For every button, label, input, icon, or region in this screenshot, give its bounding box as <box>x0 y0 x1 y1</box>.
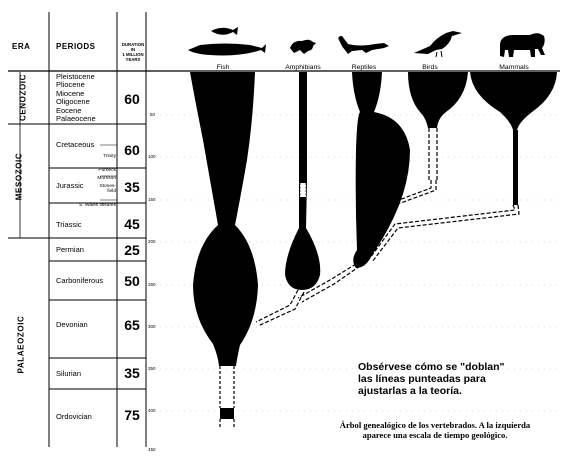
note-line: las líneas punteadas para <box>358 373 486 385</box>
fish-origin-block <box>220 408 234 419</box>
scale-tick: 200 <box>148 239 156 244</box>
scale-tick: 150 <box>148 197 156 202</box>
periods-header: PERIODS <box>56 42 96 51</box>
stage-s-wales: S. Wales fissures <box>79 203 116 208</box>
duration-permian: 25 <box>124 242 140 258</box>
stage-purbeck: Purbeck <box>98 168 116 173</box>
label-birds: Birds <box>422 64 438 71</box>
scale-tick: 100 <box>148 154 156 159</box>
duration-header-line: IN <box>130 47 136 52</box>
note-line: ajustarlas a la teoría. <box>358 385 462 397</box>
duration-header-line: 1 MILLION <box>122 52 144 57</box>
bird-lineage-shape <box>408 72 468 128</box>
era-cenozoic: CENOZOIC <box>18 73 28 122</box>
period-silurian: Silurian <box>56 369 82 378</box>
period-cretaceous: Cretaceous <box>56 140 95 149</box>
stage-stonesfield: Stones-field <box>99 184 116 194</box>
scale-tick: 450 <box>148 447 156 452</box>
period-palaeocene: Palaeocene <box>56 114 96 124</box>
scale-tick: 300 <box>148 324 156 329</box>
period-ordovician: Ordovician <box>56 412 92 421</box>
stage-trinity: Trinity <box>103 154 116 159</box>
scale-tick: 250 <box>148 282 156 287</box>
period-oligocene: Oligocene <box>56 97 90 107</box>
duration-jurassic: 35 <box>124 179 140 195</box>
label-fish: Fish <box>216 64 230 71</box>
duration-silurian: 35 <box>124 365 140 381</box>
period-permian: Permian <box>56 245 84 254</box>
period-pleistocene: Pleistocene <box>56 72 95 81</box>
period-eocene: Eocene <box>56 105 82 115</box>
annotation-note <box>358 361 505 397</box>
period-jurassic: Jurassic <box>56 181 84 190</box>
label-reptiles: Reptiles <box>351 64 377 71</box>
label-amphibians: Amphibians <box>285 64 321 71</box>
duration-header-line: DURATION <box>121 42 145 47</box>
amphibian-lineage-shape <box>285 72 320 290</box>
duration-cretaceous: 60 <box>124 142 140 158</box>
period-miocene: Miocene <box>56 88 85 98</box>
label-mammals: Mammals <box>499 64 529 71</box>
era-palaeozoic: PALAEOZOIC <box>16 315 26 374</box>
duration-ordovician: 75 <box>124 407 140 423</box>
period-pliocene: Pliocene <box>56 80 85 90</box>
caption-line: aparece una escala de tiempo geológico. <box>362 430 508 440</box>
note-line: Obsérvese cómo se "doblan" <box>358 361 505 373</box>
duration-carboniferous: 50 <box>124 273 140 289</box>
scale-tick: 50 <box>150 112 156 117</box>
scale-tick: 400 <box>148 408 156 413</box>
figure-caption <box>300 420 570 440</box>
duration-devonian: 65 <box>124 317 140 333</box>
era-header: ERA <box>12 42 31 51</box>
duration-triassic: 45 <box>124 216 140 232</box>
period-carboniferous: Carboniferous <box>56 276 104 285</box>
stage-morrison: Morrison <box>97 176 116 181</box>
fish-lineage-shape <box>190 72 258 366</box>
duration-cenozoic: 60 <box>124 91 140 107</box>
scale-tick: 350 <box>148 366 156 371</box>
period-devonian: Devonian <box>56 320 88 329</box>
period-triassic: Triassic <box>56 220 82 229</box>
era-mesozoic: MESOZOIC <box>14 152 24 201</box>
duration-header-line: YEARS <box>125 57 141 62</box>
caption-line: Árbol genealógico de los vertebrados. A la izquierda <box>339 420 531 430</box>
mammal-lineage-shape <box>470 72 557 130</box>
reptile-lineage-shape <box>352 72 410 268</box>
